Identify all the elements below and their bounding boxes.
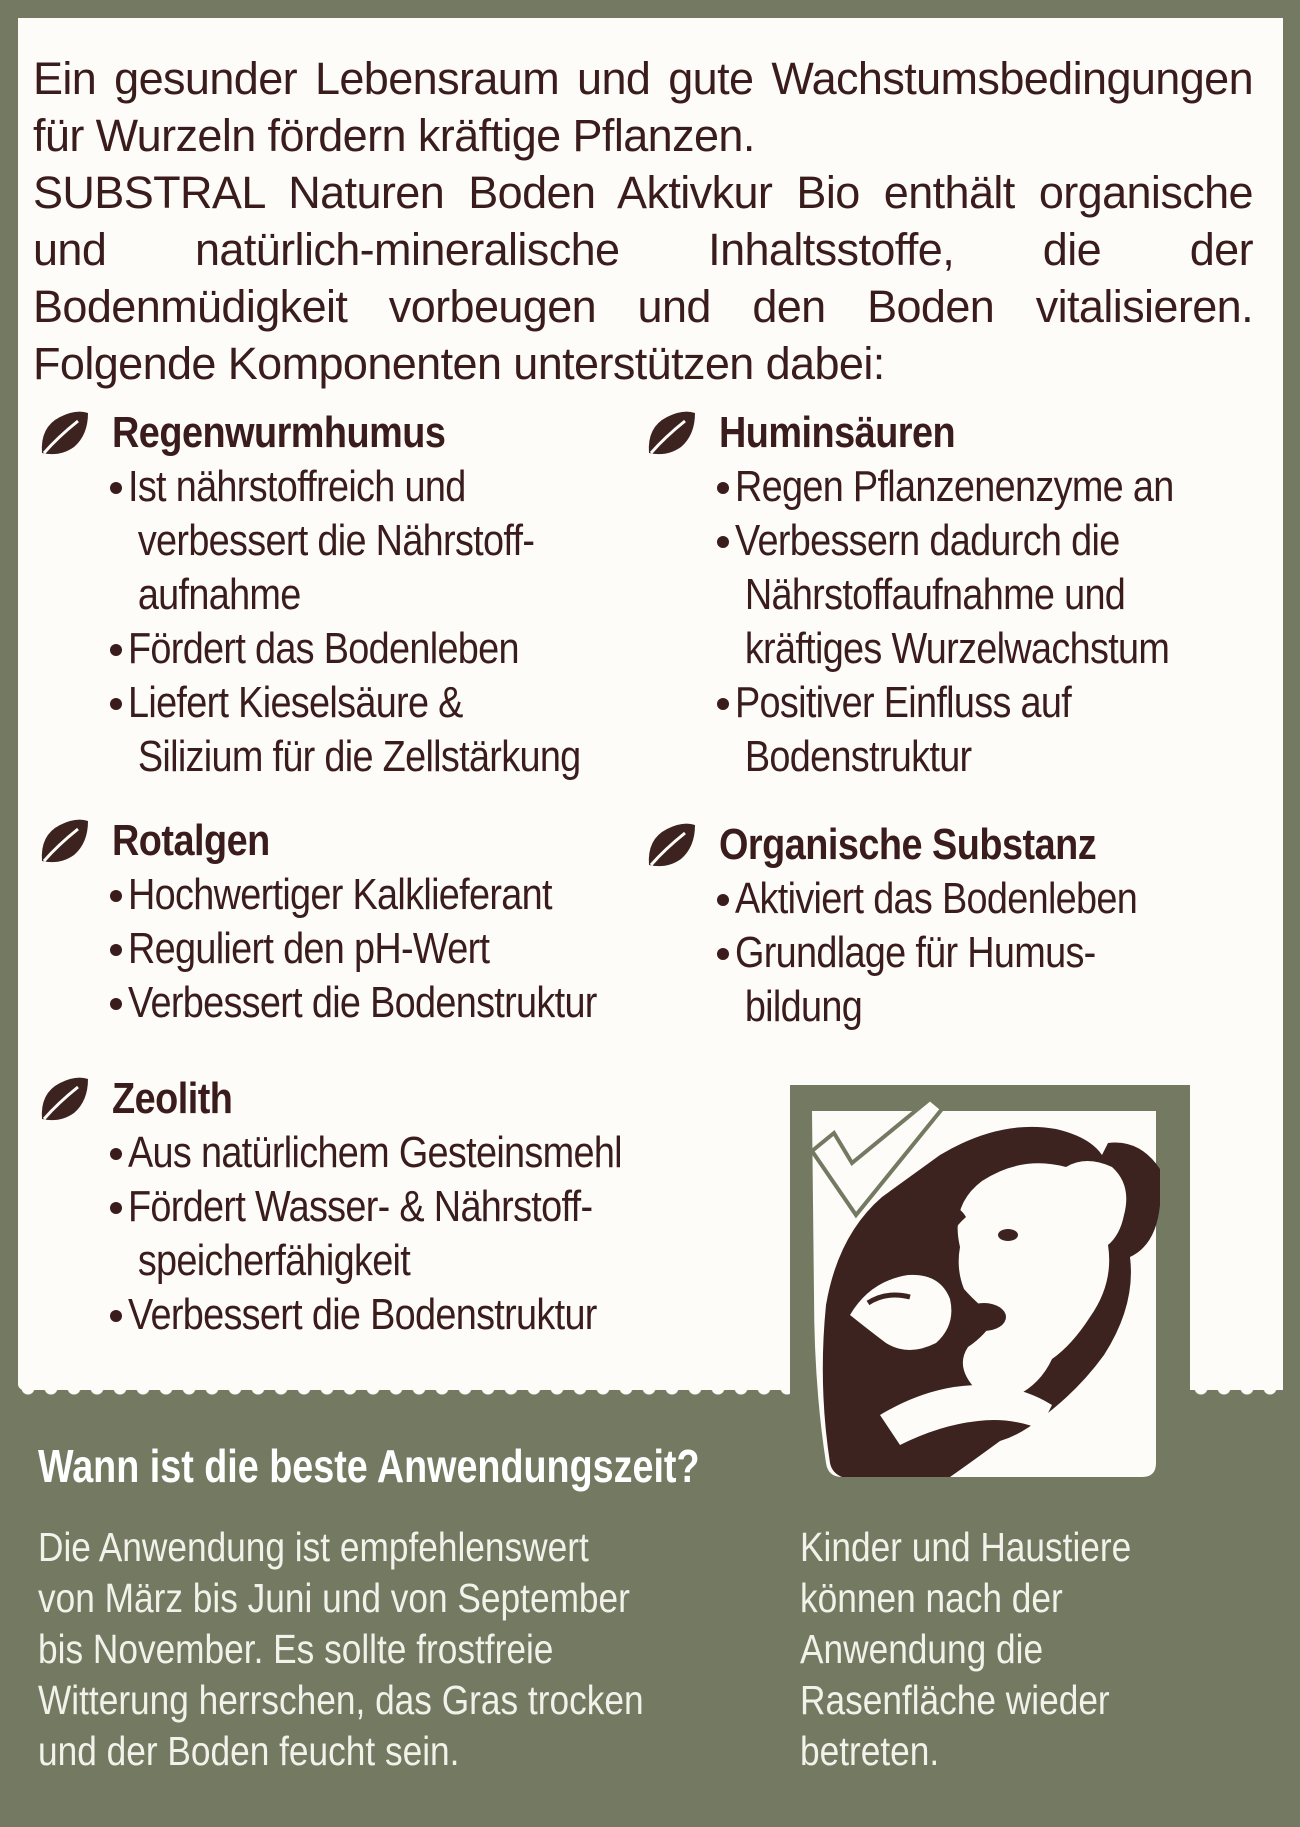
section-title: Huminsäuren — [719, 408, 956, 457]
leaf-icon — [38, 409, 90, 457]
safety-note: Kinder und Haustiere können nach der Anwendung die Rasenfläche wieder betreten. — [800, 1524, 1132, 1774]
section-huminsaeuren — [645, 406, 1245, 784]
bullet-item — [110, 676, 654, 784]
leaf-icon — [645, 409, 697, 457]
bullet-text: Liefert Kieselsäure & Silizium für die Zellstärkung — [128, 678, 581, 781]
section-bullet-list — [38, 460, 654, 784]
section-header — [38, 1072, 702, 1126]
section-bullet-list — [38, 868, 673, 1030]
section-bullet-list — [645, 872, 1203, 1034]
bullet-item — [717, 872, 1203, 926]
bullet-text: Grundlage für Humus- bildung — [735, 928, 1096, 1031]
leaf-icon — [38, 1075, 90, 1123]
section-header — [38, 814, 673, 868]
bullet-item — [110, 460, 654, 622]
intro-paragraph-2: SUBSTRAL Naturen Boden Aktivkur Bio enthält organische und natürlich-mineralische Inhaltsstoffe, die der Bodenmüdigkeit vorbeugen und den Boden vitalisieren. Folgende Komponenten unterstützen dabei: — [33, 167, 1253, 389]
leaf-icon — [645, 821, 697, 869]
bullet-text: Aktiviert das Bodenleben — [735, 874, 1138, 923]
section-bullet-list — [38, 1126, 702, 1342]
bullet-item — [717, 514, 1245, 676]
section-rotalgen — [38, 814, 673, 1030]
application-time-heading: Wann ist die beste Anwendungszeit? — [38, 1440, 700, 1492]
section-title: Rotalgen — [112, 816, 270, 865]
bullet-text: Hochwertiger Kalklieferant — [128, 870, 552, 919]
section-bullet-list — [645, 460, 1245, 784]
bullet-text: Fördert das Bodenleben — [128, 624, 519, 673]
bullet-text: Positiver Einfluss auf Bodenstruktur — [735, 678, 1072, 781]
leaf-icon — [38, 817, 90, 865]
bullet-item — [110, 622, 654, 676]
section-title: Regenwurmhumus — [112, 408, 446, 457]
bullet-text: Regen Pflanzenenzyme an — [735, 462, 1174, 511]
bullet-item — [717, 926, 1203, 1034]
bullet-text: Verbessern dadurch die Nährstoffaufnahme und kräftiges Wurzelwachstum — [735, 516, 1170, 673]
section-title: Zeolith — [112, 1074, 233, 1123]
bullet-item — [110, 1126, 702, 1180]
section-zeolith — [38, 1072, 702, 1342]
bullet-text: Ist nährstoffreich und verbessert die Nährstoff- aufnahme — [128, 462, 535, 619]
child-with-dog-illustration — [790, 1085, 1190, 1491]
application-time-text: Die Anwendung ist empfehlenswert von März bis Juni und von September bis November. Es sollte frostfreie Witterung herrschen, das Gras trocken und der Boden feucht sein. — [38, 1524, 644, 1774]
bullet-item — [717, 676, 1245, 784]
bullet-text: Reguliert den pH-Wert — [128, 924, 490, 973]
bullet-item — [717, 460, 1245, 514]
bullet-item — [110, 976, 673, 1030]
section-organische-substanz — [645, 818, 1203, 1034]
bullet-item — [110, 1180, 702, 1288]
bullet-item — [110, 1288, 702, 1342]
section-title: Organische Substanz — [719, 820, 1097, 869]
section-header — [645, 406, 1245, 460]
bullet-item — [110, 868, 673, 922]
bullet-text: Fördert Wasser- & Nährstoff- speicherfähigkeit — [128, 1182, 593, 1285]
section-regenwurmhumus — [38, 406, 654, 784]
bullet-text: Verbessert die Bodenstruktur — [128, 1290, 597, 1339]
intro-paragraph-1: Ein gesunder Lebensraum und gute Wachstumsbedingungen für Wurzeln fördern kräftige Pflanzen. — [33, 53, 1253, 161]
bullet-item — [110, 922, 673, 976]
section-header — [38, 406, 654, 460]
section-header — [645, 818, 1203, 872]
bullet-text: Verbessert die Bodenstruktur — [128, 978, 597, 1027]
intro-text — [33, 50, 1253, 392]
bullet-text: Aus natürlichem Gesteinsmehl — [128, 1128, 622, 1177]
